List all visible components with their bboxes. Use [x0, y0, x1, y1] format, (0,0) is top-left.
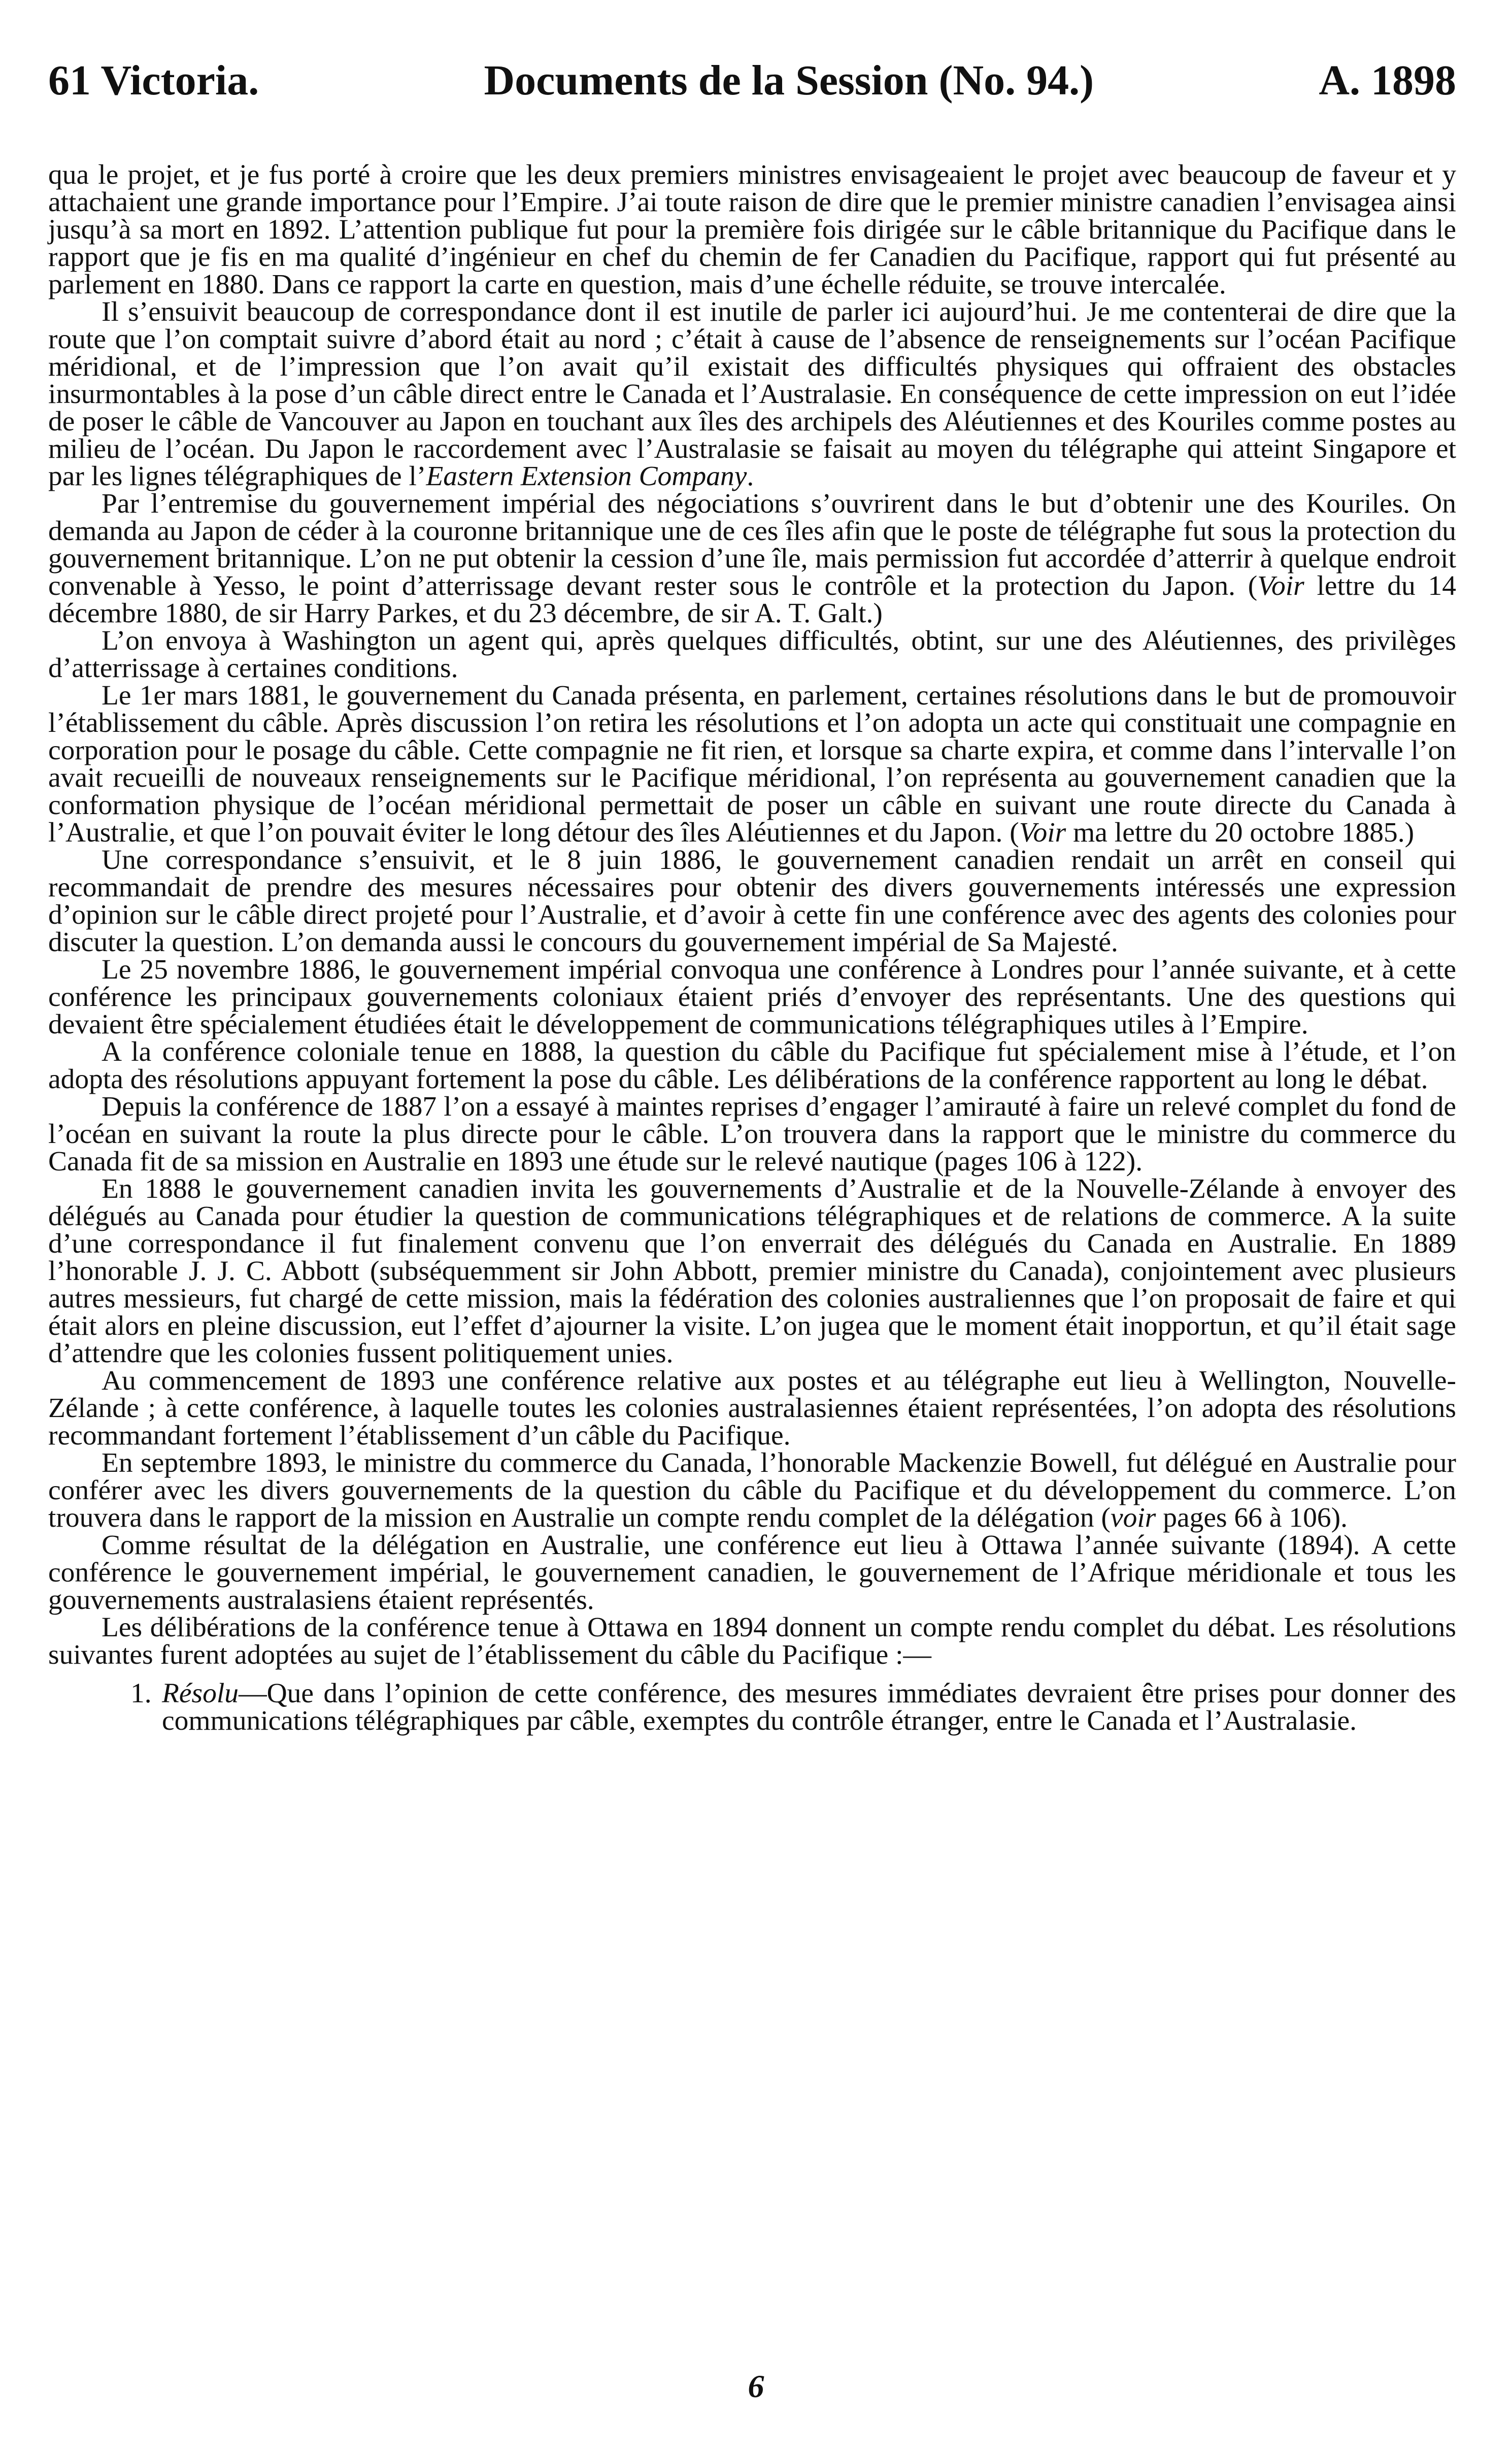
resolution-lead: Résolu	[162, 1678, 239, 1709]
paragraph: qua le projet, et je fus porté à croire que les deux premiers ministres envisageaient le projet avec beaucoup de faveur et y attachaient une grande importance pour l’Empire. J’ai toute raison de dire que le premier ministre canadien l’envisagea ainsi jusqu’à sa mort en 1892. L’attention publique fut pour la première fois dirigée sur le câble britannique du Pacifique dans le rapport que je fis en ma qualité d’ingénieur en chef du chemin de fer Canadien du Pacifique, rapport qui fut présenté au parlement en 1880. Dans ce rapport la carte en question, mais d’une échelle réduite, se trouve intercalée.	[48, 159, 1456, 300]
paragraph: Depuis la conférence de 1887 l’on a essayé à maintes reprises d’engager l’amirauté à faire un relevé complet du fond de l’océan en suivant la route la plus directe pour le câble. L’on trouvera dans la rapport que le ministre du commerce du Canada fit de sa mission en Australie en 1893 une étude sur le relevé nautique (pages 106 à 122).	[48, 1091, 1456, 1177]
resolution-number: 1.	[130, 1678, 152, 1709]
header-center: Documents de la Session (No. 94.)	[484, 57, 1094, 104]
paragraph: En septembre 1893, le ministre du commerce du Canada, l’honorable Mackenzie Bowell, fut délégué en Australie pour conférer avec les divers gouvernements de la question du câble du Pacifique et du développement du commerce. L’on trouvera dans le rapport de la mission en Australie un compte rendu complet de la délégation (voir pages 66 à 106).	[48, 1448, 1456, 1533]
page-number: 6	[748, 2368, 764, 2404]
paragraph: Il s’ensuivit beaucoup de correspondance dont il est inutile de parler ici aujourd’hui. Je me contenterai de dire que la route que l’on comptait suivre d’abord était au nord ; c’était à cause de l’absence de renseignements sur l’océan Pacifique méridional, et de l’impression que l’on avait qu’il existait des difficultés physiques qui offraient des obstacles insurmontables à la pose d’un câble direct entre le Canada et l’Australasie. En conséquence de cette impression on eut l’idée de poser le câble de Vancouver au Japon en touchant aux îles des archipels des Aléutiennes et des Kouriles comme postes au milieu de l’océan. Du Japon le raccordement avec l’Australasie se faisait au moyen du télégraphe qui atteint Singapore et par les lignes télégraphiques de l’Eastern Extension Company.	[48, 296, 1456, 492]
body-text	[48, 161, 1456, 1735]
header-right: A. 1898	[1319, 57, 1456, 104]
paragraph: L’on envoya à Washington un agent qui, après quelques difficultés, obtint, sur une des Aléutiennes, des privilèges d’atterrissage à certaines conditions.	[48, 625, 1456, 684]
resolution-item	[48, 1680, 1456, 1735]
paragraph: A la conférence coloniale tenue en 1888, la question du câble du Pacifique fut spécialement mise à l’étude, et l’on adopta des résolutions appuyant fortement la pose du câble. Les délibérations de la conférence rapportent au long le débat.	[48, 1036, 1456, 1095]
resolution-text: Résolu—Que dans l’opinion de cette conférence, des mesures immédiates devraient être prises pour donner des communications télégraphiques par câble, exemptes du contrôle étranger, entre le Canada et l’Australasie.	[162, 1678, 1456, 1736]
paragraph: Par l’entremise du gouvernement impérial des négociations s’ouvrirent dans le but d’obtenir une des Kouriles. On demanda au Japon de céder à la couronne britannique une de ces îles afin que le poste de télégraphe fut sous la protection du gouvernement britannique. L’on ne put obtenir la cession d’une île, mais permission fut accordée d’atterrir à quelque endroit convenable à Yesso, le point d’atterrissage devant rester sous le contrôle et la protection du Japon. (Voir lettre du 14 décembre 1880, de sir Harry Parkes, et du 23 décembre, de sir A. T. Galt.)	[48, 488, 1456, 629]
paragraph: Les délibérations de la conférence tenue à Ottawa en 1894 donnent un compte rendu complet du débat. Les résolutions suivantes furent adoptées au sujet de l’établissement du câble du Pacifique :—	[48, 1612, 1456, 1670]
paragraph: Comme résultat de la délégation en Australie, une conférence eut lieu à Ottawa l’année suivante (1894). A cette conférence le gouvernement impérial, le gouvernement canadien, le gouvernement de l’Afrique méridionale et tous les gouvernements australasiens étaient représentés.	[48, 1530, 1456, 1616]
running-header	[48, 56, 1456, 117]
paragraph: Le 25 novembre 1886, le gouvernement impérial convoqua une conférence à Londres pour l’année suivante, et à cette conférence les principaux gouvernements coloniaux étaient priés d’envoyer des représentants. Une des questions qui devaient être spécialement étudiées était le développement de communications télégraphiques utiles à l’Empire.	[48, 954, 1456, 1040]
paragraph: Le 1er mars 1881, le gouvernement du Canada présenta, en parlement, certaines résolutions dans le but de promouvoir l’établissement du câble. Après discussion l’on retira les résolutions et l’on adopta un acte qui constituait une compagnie en corporation pour le posage du câble. Cette compagnie ne fit rien, et lorsque sa charte expira, et comme dans l’intervalle l’on avait recueilli de nouveaux renseignements sur le Pacifique méridional, l’on représenta au gouvernement canadien que la conformation physique de l’océan méridional permettait de poser un câble en suivant une route directe du Canada à l’Australie, et que l’on pouvait éviter le long détour des îles Aléutiennes et du Japon. (Voir ma lettre du 20 octobre 1885.)	[48, 680, 1456, 848]
paragraph: Une correspondance s’ensuivit, et le 8 juin 1886, le gouvernement canadien rendait un arrêt en conseil qui recommandait de prendre des mesures nécessaires pour obtenir des divers gouvernements intéressés une expression d’opinion sur le câble direct projeté pour l’Australie, et d’avoir à cette fin une conférence avec des agents des colonies pour discuter la question. L’on demanda aussi le concours du gouvernement impérial de Sa Majesté.	[48, 845, 1456, 958]
header-left: 61 Victoria.	[48, 57, 259, 104]
paragraph: En 1888 le gouvernement canadien invita les gouvernements d’Australie et de la Nouvelle-Zélande à envoyer des délégués au Canada pour étudier la question de communications télégraphiques et de relations de commerce. A la suite d’une correspondance il fut finalement convenu que l’on enverrait des délégués du Canada en Australie. En 1889 l’honorable J. J. C. Abbott (subséquemment sir John Abbott, premier ministre du Canada), conjointement avec plusieurs autres messieurs, fut chargé de cette mission, mais la fédération des colonies australiennes que l’on proposait de faire et qui était alors en pleine discussion, eut l’effet d’ajourner la visite. L’on jugea que le moment était inopportun, et qu’il était sage d’attendre que les colonies fussent politiquement unies.	[48, 1173, 1456, 1369]
paragraph: Au commencement de 1893 une conférence relative aux postes et au télégraphe eut lieu à Wellington, Nouvelle-Zélande ; à cette conférence, à laquelle toutes les colonies australasiennes étaient représentées, l’on adopta des résolutions recommandant fortement l’établissement d’un câble du Pacifique.	[48, 1365, 1456, 1451]
